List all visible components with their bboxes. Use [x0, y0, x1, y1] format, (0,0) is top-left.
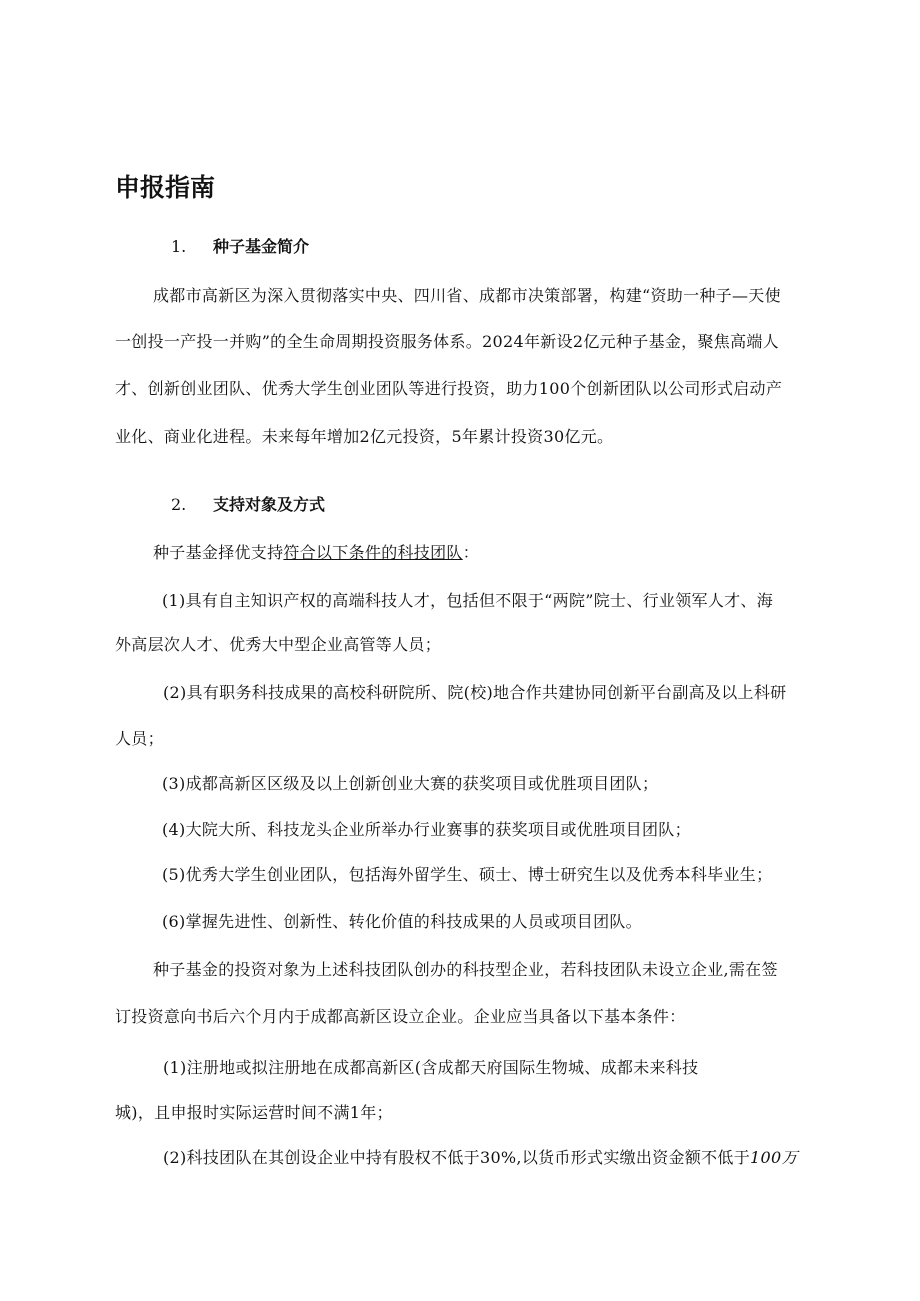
condition-item-2 — [163, 1145, 798, 1168]
section1-heading — [171, 234, 309, 257]
condition2-amount: 100万 — [750, 1148, 798, 1167]
criteria-item: (2)具有职务科技成果的高校科研院所、院(校)地合作共建协同创新平台副高及以上科研 — [163, 683, 787, 702]
criteria-item: 人员； — [115, 729, 164, 748]
criteria-item: (4)大院大所、科技龙头企业所举办行业赛事的获奖项目或优胜项目团队； — [162, 820, 691, 839]
section2-title: 支持对象及方式 — [213, 495, 326, 514]
section1-line: 一创投一产投一并购”的全生命周期投资服务体系。2024年新设2亿元种子基金，聚焦高端人 — [115, 332, 779, 351]
section2-number: 2. — [171, 495, 187, 514]
criteria-item: (5)优秀大学生创业团队，包括海外留学生、硕士、博士研究生以及优秀本科毕业生； — [162, 865, 773, 884]
intro-suffix: ： — [462, 543, 480, 562]
para2-line: 种子基金的投资对象为上述科技团队创办的科技型企业，若科技团队未设立企业,需在签 — [153, 960, 778, 979]
section1-line: 业化、商业化进程。未来每年增加2亿元投资，5年累计投资30亿元。 — [115, 427, 614, 446]
criteria-item: (3)成都高新区区级及以上创新创业大赛的获奖项目或优胜项目团队； — [162, 774, 659, 793]
condition-item: 城)，且申报时实际运营时间不满1年； — [115, 1103, 393, 1122]
page-title: 申报指南 — [115, 173, 216, 202]
intro-prefix: 种子基金择优支持 — [153, 543, 284, 562]
para2-line: 订投资意向书后六个月内于成都高新区设立企业。企业应当具备以下基本条件： — [115, 1007, 686, 1026]
section2-intro — [153, 540, 479, 563]
section2-heading — [171, 492, 325, 515]
criteria-item: (6)掌握先进性、创新性、转化价值的科技成果的人员或项目团队。 — [162, 912, 642, 931]
condition2-text: (2)科技团队在其创设企业中持有股权不低于30%,以货币形式实缴出资金额不低于 — [163, 1148, 751, 1167]
section1-number: 1. — [171, 237, 187, 256]
criteria-item: 外高层次人才、优秀大中型企业高管等人员； — [115, 635, 442, 654]
section1-line: 才、创新创业团队、优秀大学生创业团队等进行投资，助力100个创新团队以公司形式启动产 — [115, 379, 783, 398]
condition-item: (1)注册地或拟注册地在成都高新区(含成都天府国际生物城、成都未来科技 — [163, 1058, 699, 1077]
section1-line: 成都市高新区为深入贯彻落实中央、四川省、成都市决策部署，构建“资助一种子—天使 — [153, 286, 781, 305]
intro-underlined: 符合以下条件的科技团队 — [283, 543, 463, 562]
section1-title: 种子基金简介 — [213, 237, 310, 256]
criteria-item: (1)具有自主知识产权的高端科技人才，包括但不限于“两院”院士、行业领军人才、海 — [162, 591, 774, 610]
